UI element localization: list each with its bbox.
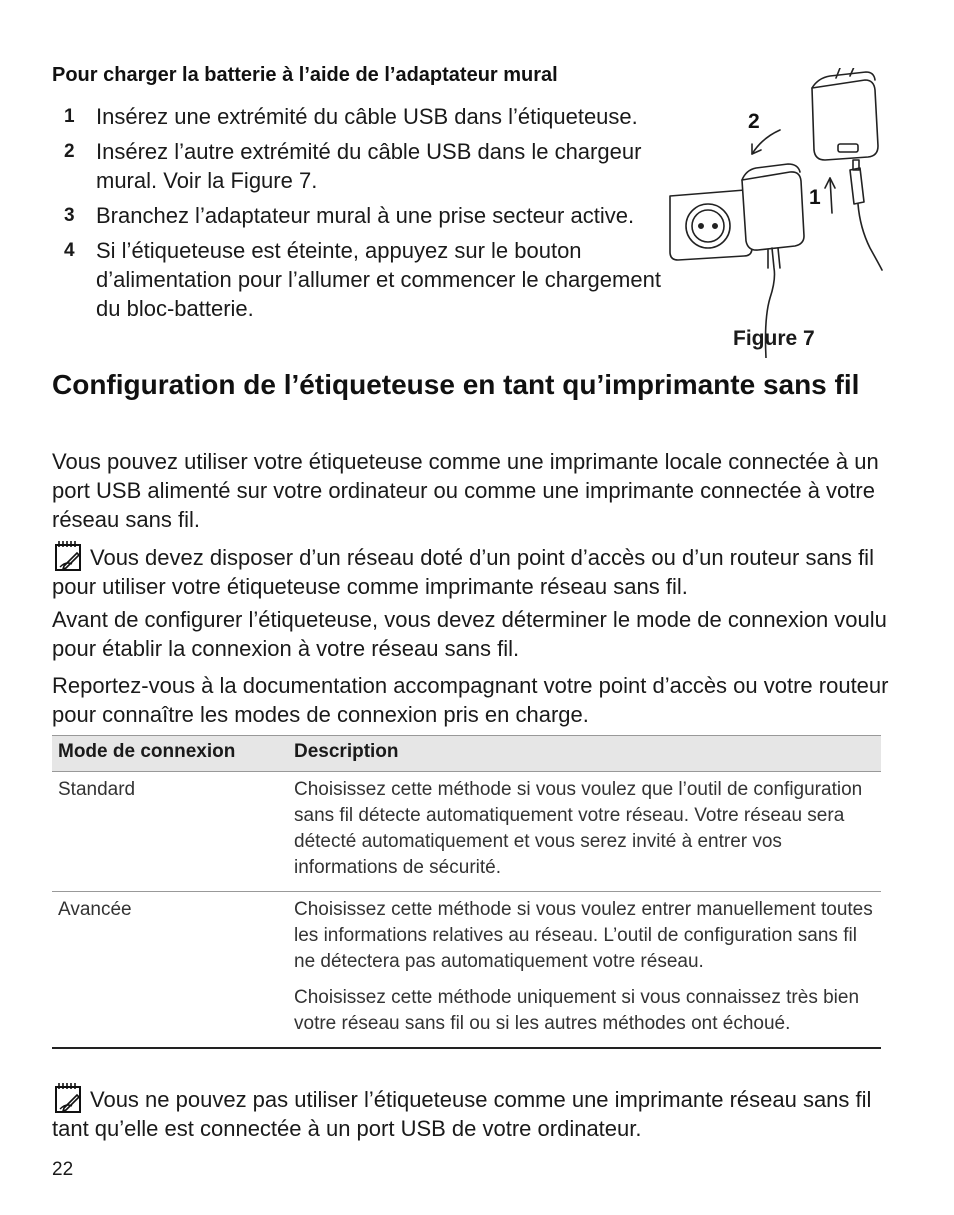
step-item bbox=[52, 201, 662, 230]
procedure-steps bbox=[52, 102, 662, 329]
step-item bbox=[52, 102, 662, 131]
procedure-title: Pour charger la batterie à l’aide de l’adaptateur mural bbox=[52, 64, 558, 86]
note-network-required bbox=[52, 540, 902, 601]
paragraph-documentation: Reportez-vous à la documentation accompagnant votre point d’accès ou votre routeur pour connaître les modes de connexion pris en charge. bbox=[52, 673, 889, 727]
table-row bbox=[52, 772, 881, 892]
intro-paragraph: Vous pouvez utiliser votre étiqueteuse comme une imprimante locale connectée à un port USB alimenté sur votre ordinateur ou comme une imprimante connectée à votre réseau sans fil. bbox=[52, 449, 879, 532]
step-item bbox=[52, 236, 662, 323]
notepad-icon bbox=[52, 540, 84, 572]
notepad-icon bbox=[52, 1082, 84, 1114]
section-title: Configuration de l’étiqueteuse en tant qu’imprimante sans fil bbox=[52, 369, 860, 400]
description-text: Choisissez cette méthode si vous voulez que l’outil de configuration sans fil détecte automatiquement votre réseau. Votre réseau sera détecté automatiquement et vous serez invité à entrer vos informations de sécurité. bbox=[294, 779, 863, 878]
step-number: 1 bbox=[64, 106, 75, 127]
description-text: Choisissez cette méthode si vous voulez entrer manuellement toutes les informations relatives au réseau. L’outil de configuration sans fil ne détectera pas automatiquement votre réseau. bbox=[294, 899, 873, 972]
mode-cell: Standard bbox=[52, 772, 288, 892]
step-text: Insérez une extrémité du câble USB dans l’étiqueteuse. bbox=[96, 104, 638, 129]
description-cell bbox=[288, 892, 881, 1049]
note-text: Vous ne pouvez pas utiliser l’étiqueteuse comme une imprimante réseau sans fil tant qu’elle est connectée à un port USB de votre ordinateur. bbox=[52, 1087, 872, 1141]
column-header-description: Description bbox=[288, 736, 881, 772]
note-usb-restriction bbox=[52, 1082, 902, 1143]
step-item bbox=[52, 137, 662, 195]
paragraph-connection-mode: Avant de configurer l’étiqueteuse, vous devez déterminer le mode de connexion voulu pour établir la connexion à votre réseau sans fil. bbox=[52, 607, 887, 661]
figure-label-1: 1 bbox=[809, 186, 821, 209]
step-number: 3 bbox=[64, 205, 75, 226]
connection-modes-table bbox=[52, 735, 881, 1049]
note-text: Vous devez disposer d’un réseau doté d’un point d’accès ou d’un routeur sans fil pour utiliser votre étiqueteuse comme imprimante réseau sans fil. bbox=[52, 545, 874, 599]
figure-label-2: 2 bbox=[748, 110, 760, 133]
table-row bbox=[52, 892, 881, 1049]
table-header-row bbox=[52, 736, 881, 772]
description-text: Choisissez cette méthode uniquement si vous connaissez très bien votre réseau sans fil ou si les autres méthodes ont échoué. bbox=[294, 987, 860, 1034]
mode-cell: Avancée bbox=[52, 892, 288, 1049]
page-number: 22 bbox=[52, 1159, 74, 1180]
step-number: 2 bbox=[64, 141, 75, 162]
step-text: Si l’étiqueteuse est éteinte, appuyez sur le bouton d’alimentation pour l’allumer et commencer le chargement du bloc-batterie. bbox=[96, 238, 661, 321]
description-cell bbox=[288, 772, 881, 892]
column-header-mode: Mode de connexion bbox=[52, 736, 288, 772]
step-number: 4 bbox=[64, 240, 75, 261]
step-text: Branchez l’adaptateur mural à une prise secteur active. bbox=[96, 203, 635, 228]
step-text: Insérez l’autre extrémité du câble USB dans le chargeur mural. Voir la Figure 7. bbox=[96, 139, 642, 193]
wall-charger-illustration bbox=[660, 68, 900, 358]
figure-caption: Figure 7 bbox=[733, 327, 815, 350]
